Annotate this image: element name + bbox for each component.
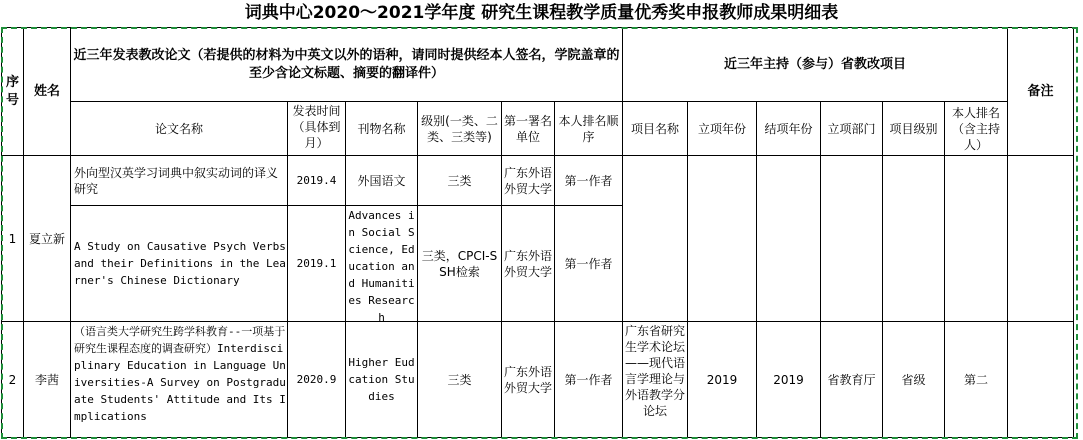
end-year-cell[interactable] xyxy=(757,156,821,322)
header-projects-group[interactable]: 近三年主持（参与）省教改项目 xyxy=(623,28,1008,102)
project-name-cell[interactable] xyxy=(623,322,688,438)
journal-cell[interactable]: 外国语文 xyxy=(346,156,418,206)
table-title: 词典中心2020～2021学年度 研究生课程教学质量优秀奖申报教师成果明细表 xyxy=(244,3,839,23)
project-rank-cell[interactable] xyxy=(945,156,1008,322)
header-author-rank[interactable]: 本人排名顺序 xyxy=(555,102,623,156)
dept-cell[interactable] xyxy=(821,156,883,322)
name-cell[interactable]: 夏立新 xyxy=(24,156,71,322)
header-dept[interactable]: 立项部门 xyxy=(821,102,883,156)
author-rank-cell[interactable]: 第一作者 xyxy=(555,206,623,322)
start-year-cell[interactable] xyxy=(688,156,757,322)
seq-cell[interactable]: 1 xyxy=(2,156,24,322)
pub-time-cell[interactable]: 2019.4 xyxy=(288,156,346,206)
journal-cell[interactable] xyxy=(346,206,418,322)
achievements-table xyxy=(1,27,1074,438)
project-level-cell[interactable] xyxy=(883,156,945,322)
project-name-cell-text: 广东省研究生学术论坛——现代语言学理论与外语教学分论坛 xyxy=(624,323,685,418)
header-paper-title[interactable]: 论文名称 xyxy=(71,102,288,156)
paper-title-cell[interactable]: 外向型汉英学习词典中叙实动词的译义研究 xyxy=(71,156,288,206)
level-cell[interactable]: 三类 xyxy=(418,322,502,438)
header-start-year[interactable]: 立项年份 xyxy=(688,102,757,156)
header-remarks[interactable]: 备注 xyxy=(1008,28,1074,156)
project-name-cell[interactable] xyxy=(623,156,688,322)
table-row xyxy=(2,322,1074,438)
remarks-cell[interactable] xyxy=(1008,156,1074,322)
spreadsheet-area xyxy=(0,27,1083,440)
header-name[interactable]: 姓名 xyxy=(24,28,71,156)
seq-cell[interactable]: 2 xyxy=(2,322,24,438)
first-unit-cell[interactable]: 广东外语外贸大学 xyxy=(502,206,555,322)
paper-title-cell[interactable]: A Study on Causative Psych Verbs and their Definitions in the Learner's Chinese Dictionary xyxy=(71,206,288,322)
paper-title-cell-text: （语言类大学研究生跨学科教育--一项基于研究生课程态度的调查研究）Interdisciplinary Education in Language Universities-A Survey on Postgraduate Students' Attitude and Its Implications xyxy=(74,324,286,423)
start-year-cell[interactable]: 2019 xyxy=(688,322,757,438)
journal-cell-text: Advances in Social Science, Education and Humanities Research xyxy=(348,208,415,321)
header-project-rank[interactable]: 本人排名（含主持人） xyxy=(945,102,1008,156)
author-rank-cell[interactable]: 第一作者 xyxy=(555,156,623,206)
project-level-cell[interactable]: 省级 xyxy=(883,322,945,438)
header-first-unit[interactable]: 第一署名单位 xyxy=(502,102,555,156)
pub-time-cell[interactable]: 2019.1 xyxy=(288,206,346,322)
header-row-fields xyxy=(2,102,1074,156)
header-papers-group[interactable]: 近三年发表教改论文（若提供的材料为中英文以外的语种，请同时提供经本人签名，学院盖章的至少含论文标题、摘要的翻译件） xyxy=(71,28,623,102)
header-journal[interactable]: 刊物名称 xyxy=(346,102,418,156)
author-rank-cell[interactable]: 第一作者 xyxy=(555,322,623,438)
name-cell[interactable]: 李茜 xyxy=(24,322,71,438)
pub-time-cell[interactable]: 2020.9 xyxy=(288,322,346,438)
level-cell[interactable]: 三类，CPCI-SSH检索 xyxy=(418,206,502,322)
table-row xyxy=(2,156,1074,206)
level-cell[interactable]: 三类 xyxy=(418,156,502,206)
dept-cell[interactable]: 省教育厅 xyxy=(821,322,883,438)
header-project-level[interactable]: 项目级别 xyxy=(883,102,945,156)
header-level[interactable]: 级别(一类、二类、三类等) xyxy=(418,102,502,156)
header-seq[interactable]: 序号 xyxy=(2,28,24,156)
remarks-cell[interactable] xyxy=(1008,322,1074,438)
header-row-group xyxy=(2,28,1074,102)
paper-title-cell[interactable] xyxy=(71,322,288,438)
project-rank-cell[interactable]: 第二 xyxy=(945,322,1008,438)
journal-cell[interactable]: Higher Eudcation Studies xyxy=(346,322,418,438)
first-unit-cell[interactable]: 广东外语外贸大学 xyxy=(502,322,555,438)
first-unit-cell[interactable]: 广东外语外贸大学 xyxy=(502,156,555,206)
end-year-cell[interactable]: 2019 xyxy=(757,322,821,438)
header-end-year[interactable]: 结项年份 xyxy=(757,102,821,156)
header-pub-time-text: 发表时间（具体到月） xyxy=(292,103,341,150)
header-pub-time[interactable] xyxy=(288,102,346,156)
header-project-name[interactable]: 项目名称 xyxy=(623,102,688,156)
